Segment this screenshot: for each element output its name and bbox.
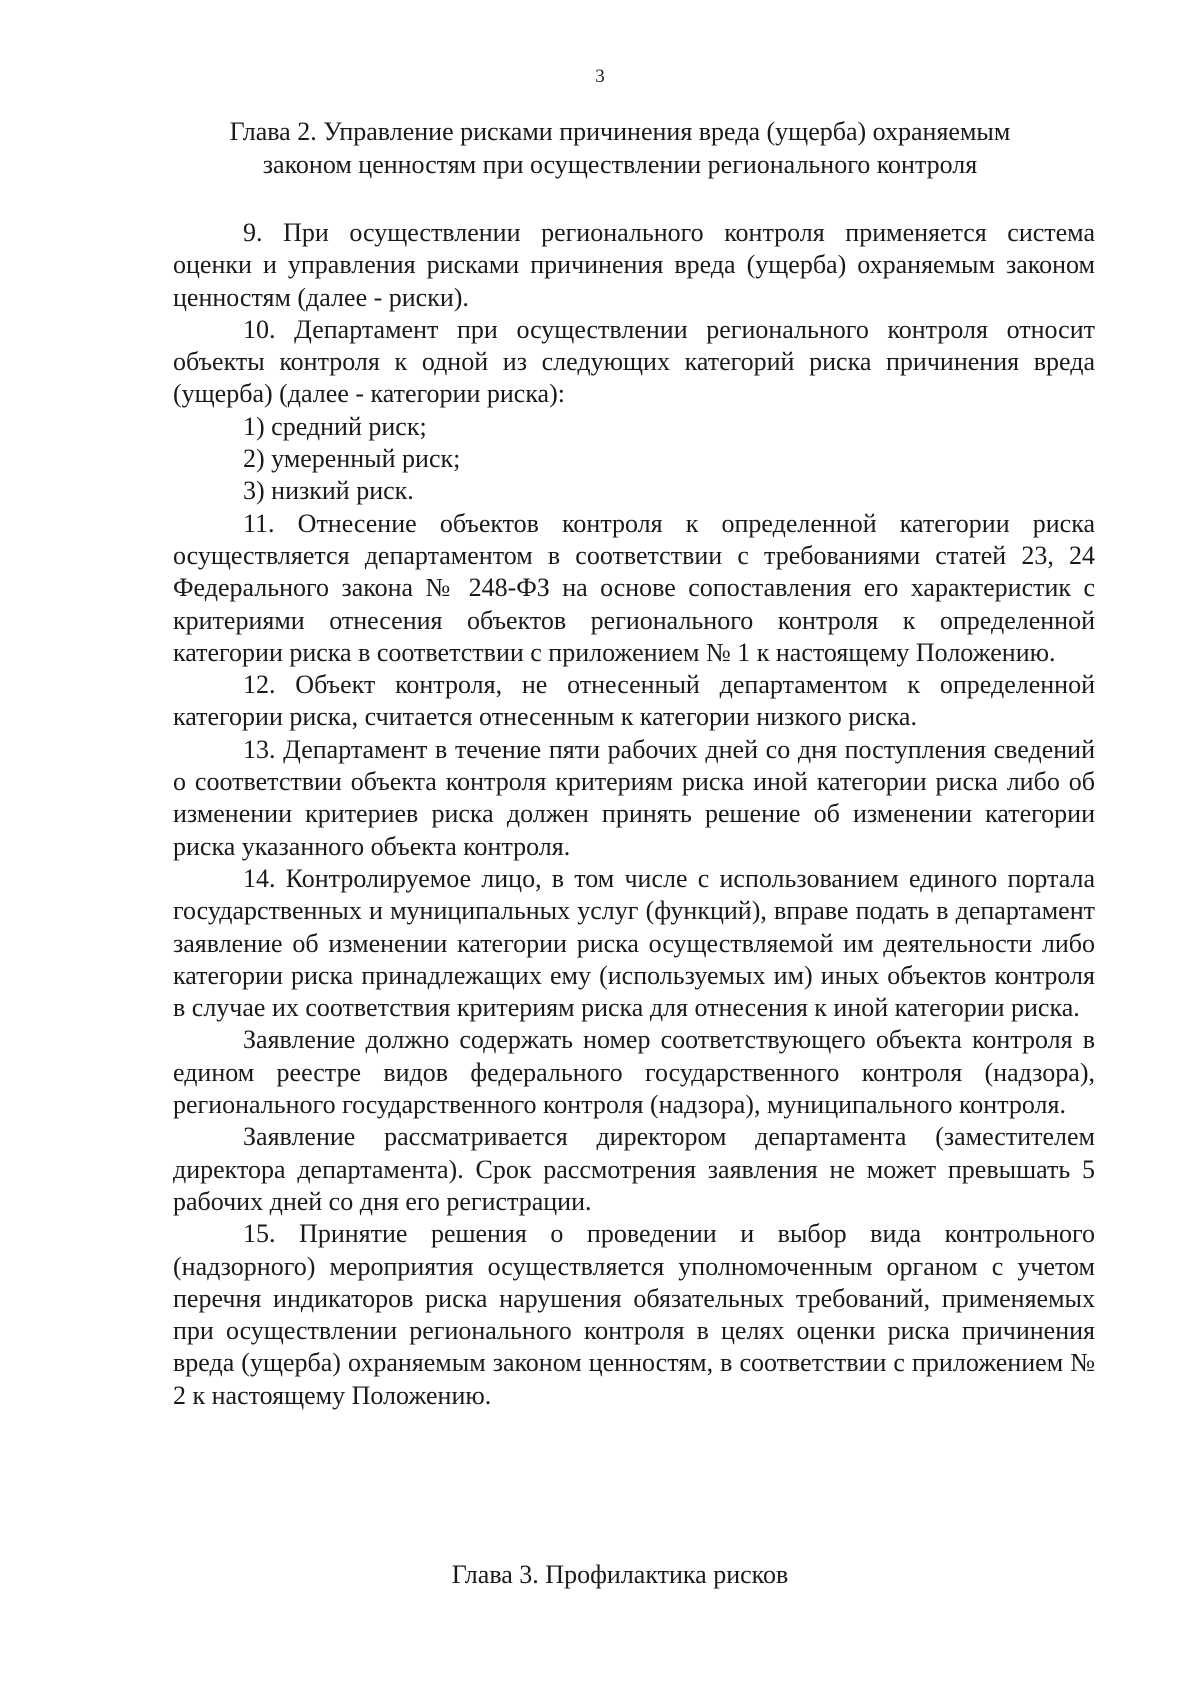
paragraph-9: 9. При осуществлении регионального контроля применяется система оценки и управления рисками причинения вреда (ущерба) охраняемым законом ценностям (далее - риски). (173, 218, 1095, 312)
paragraph-15: 15. Принятие решения о проведении и выбор вида контрольного (надзорного) мероприятия осуществляется уполномоченным органом с учетом перечня индикаторов риска нарушения обязательных требований, применяемых при осуществлении регионального контроля в целях оценки риска причинения вреда (ущерба) охраняемым законом ценностям, в соответствии с приложением № 2 к настоящему Положению. (173, 1219, 1095, 1410)
paragraph-10: 10. Департамент при осуществлении регионального контроля относит объекты контроля к одной из следующих категорий риска причинения вреда (ущерба) (далее - категории риска): (173, 314, 1095, 409)
list-item-moderate-risk: 2) умеренный риск; (243, 444, 461, 474)
page-number: 3 (595, 66, 605, 87)
paragraph-12: 12. Объект контроля, не отнесенный департаментом к определенной категории риска, считается отнесенным к категории низкого риска. (173, 670, 1095, 732)
paragraph-14-application-content: Заявление должно содержать номер соответствующего объекта контроля в едином реестре видов федерального государственного контроля (надзора), регионального государственного контроля (надзора), муниципального контроля. (173, 1025, 1095, 1120)
chapter-2-heading (150, 115, 1090, 181)
paragraph-14-application-review: Заявление рассматривается директором департамента (заместителем директора департамента). Срок рассмотрения заявления не может превышать 5 рабочих дней со дня его регистрации. (173, 1122, 1095, 1216)
list-item-medium-risk: 1) средний риск; (243, 411, 427, 441)
paragraph-11: 11. Отнесение объектов контроля к определенной категории риска осуществляется департаментом в соответствии с требованиями статей 23, 24 Федерального закона № 248-ФЗ на основе сопоставления его характеристик с критериями отнесения объектов регионального контроля к определенной категории риска в соответствии с приложением № 1 к настоящему Положению. (173, 508, 1095, 667)
document-body (173, 217, 1095, 1412)
chapter-2-heading-line-1: Глава 2. Управление рисками причинения вреда (ущерба) охраняемым (229, 117, 1011, 146)
chapter-2-heading-line-2: законом ценностям при осуществлении регионального контроля (262, 150, 978, 179)
chapter-3-heading: Глава 3. Профилактика рисков (451, 1560, 789, 1589)
paragraph-13: 13. Департамент в течение пяти рабочих дней со дня поступления сведений о соответствии объекта контроля критериям риска иной категории риска либо об изменении критериев риска должен принять решение об изменении категории риска указанного объекта контроля. (173, 734, 1095, 861)
paragraph-14: 14. Контролируемое лицо, в том числе с использованием единого портала государственных и муниципальных услуг (функций), вправе подать в департамент заявление об изменении категории риска осуществляемой им деятельности либо категории риска принадлежащих ему (используемых им) иных объектов контроля в случае их соответствия критериям риска для отнесения к иной категории риска. (173, 863, 1095, 1023)
list-item-low-risk: 3) низкий риск. (243, 476, 414, 506)
